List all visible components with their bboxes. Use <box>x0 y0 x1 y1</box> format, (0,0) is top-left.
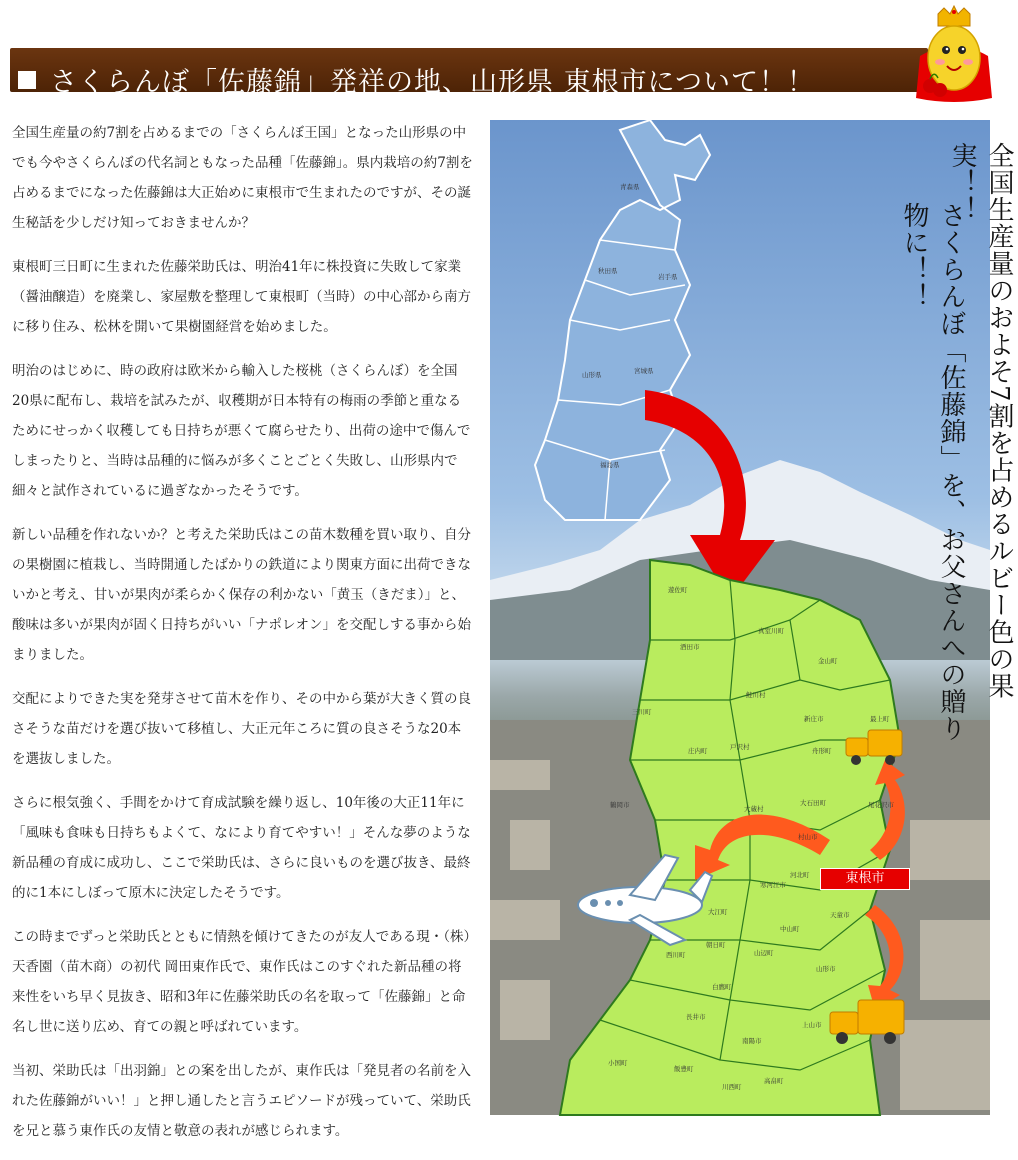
city-label: 朝日町 <box>706 941 726 949</box>
city-label: 長井市 <box>686 1013 706 1021</box>
city-label: 山辺町 <box>754 949 774 957</box>
pref-label: 岩手県 <box>658 273 678 281</box>
city-label: 戸沢村 <box>730 743 750 751</box>
paragraph: さらに根気強く、手間をかけて育成試験を繰り返し、10年後の大正11年に「風味も食味も日持ちもよくて、なにより育てやすい！」そんな夢のような新品種の育成に成功し、ここで栄助氏は、さらに良いものを選び抜き、最終的に1本にしぼって原木に決定したそうです。 <box>12 795 471 901</box>
map-caption-1: 全国生産量のおよそ7割を占めるルビー色の果実！！ <box>947 142 1014 700</box>
square-bullet-icon <box>18 71 36 89</box>
city-label: 天童市 <box>830 911 850 919</box>
higashine-city-label: 東根市 <box>820 868 910 890</box>
page-title: さくらんぼ「佐藤錦」発祥の地、山形県 東根市について！！ <box>50 67 816 98</box>
paragraph: 東根町三日町に生まれた佐藤栄助氏は、明治41年に株投資に失敗して家業（醤油醸造）を廃業し、家屋敷を整理して東根町（当時）の中心部から南方に移り住み、松林を開いて果樹園経営を始めました。 <box>12 259 471 335</box>
city-label: 鶴岡市 <box>610 801 630 809</box>
city-label: 三川町 <box>632 708 652 716</box>
city-label: 河北町 <box>790 871 810 879</box>
pref-label: 青森県 <box>620 183 640 191</box>
city-label: 舟形町 <box>812 747 832 755</box>
map-illustration <box>490 120 1014 1115</box>
city-label: 上山市 <box>802 1021 822 1029</box>
city-label: 村山市 <box>798 833 818 841</box>
paragraph: 明治のはじめに、時の政府は欧米から輸入した桜桃（さくらんぼ）を全国20県に配布し、栽培を試みたが、収穫期が日本特有の梅雨の季節と重なるためにせっかく収穫しても日持ちが悪くて腐らせたり、出荷の途中で傷んでしまったりと、当時は品種的に悩みが多くことごとく失敗し、山形県内で細々と試作されているに過ぎなかったそうです。 <box>12 363 471 499</box>
pref-label: 秋田県 <box>598 267 618 275</box>
city-label: 山形市 <box>816 965 836 973</box>
paragraph: 交配によりできた実を発芽させて苗木を作り、その中から葉が大きく質の良さそうな苗だけを選び抜いて移植し、大正元年ころに質の良さそうな20本を選抜しました。 <box>12 691 471 767</box>
city-label: 庄内町 <box>688 747 708 755</box>
city-label: 鮭川村 <box>746 691 766 699</box>
paragraph: 全国生産量の約7割を占めるまでの「さくらんぼ王国」となった山形県の中でも今やさくらんぼの代名詞ともなった品種「佐藤錦」。県内栽培の約7割を占めるまでになった佐藤錦は大正始めに東根市で生まれたのですが、その誕生秘話を少しだけ知っておきませんか？ <box>12 125 473 231</box>
city-label: 高畠町 <box>764 1077 784 1085</box>
city-label: 大江町 <box>708 908 728 916</box>
city-label: 最上町 <box>870 715 890 723</box>
paragraph: この時までずっと栄助氏とともに情熱を傾けてきたのが友人である現・（株）天香園（苗木商）の初代 岡田東作氏で、東作氏はこのすぐれた新品種の将来性をいち早く見抜き、昭和3年に佐藤栄助氏の名を取って「佐藤錦」と命名し世に送り広め、育ての親と呼ばれています。 <box>12 929 471 1035</box>
city-label: 大石田町 <box>800 799 826 807</box>
city-label: 西川町 <box>666 951 686 959</box>
city-label: 寒河江市 <box>760 881 786 889</box>
header-title <box>10 60 815 99</box>
city-label: 中山町 <box>780 925 800 933</box>
city-label: 南陽市 <box>742 1037 762 1045</box>
article-body <box>12 118 474 1160</box>
city-label: 酒田市 <box>680 643 700 651</box>
paragraph: 新しい品種を作れないか？と考えた栄助氏はこの苗木数種を買い取り、自分の果樹園に植栽し、当時開通したばかりの鉄道により関東方面に出荷できないかと考え、甘いが果肉が柔らかく保存の利かない「黄玉（きだま）」と、酸味は多いが果肉が固く日持ちがいい「ナポレオン」を交配しする事から始まりました。 <box>12 527 471 663</box>
city-label: 金山町 <box>818 657 838 665</box>
cherry-mascot-icon <box>912 6 996 106</box>
city-label: 小国町 <box>608 1059 628 1067</box>
paragraph: 当初、栄助氏は「出羽錦」との案を出したが、東作氏は「発見者の名前を入れた佐藤錦がいい！」と押し通したと言うエピソードが残っていて、栄助氏を兄と慕う東作氏の友情と敬意の表れが感じられます。 <box>12 1063 471 1139</box>
city-label: 遊佐町 <box>668 586 688 594</box>
city-label: 川西町 <box>722 1083 742 1091</box>
city-label: 飯豊町 <box>674 1065 694 1073</box>
city-label: 新庄市 <box>804 715 824 723</box>
city-label: 真室川町 <box>758 627 784 635</box>
city-label: 大蔵村 <box>744 805 764 813</box>
tohoku-map <box>535 120 710 520</box>
map-caption-2: さくらんぼ「佐藤錦」を、お父さんへの贈り物に！！ <box>899 202 966 742</box>
pref-label: 宮城県 <box>634 367 654 375</box>
city-label: 白鷹町 <box>712 983 732 991</box>
pref-label: 福島県 <box>600 461 620 469</box>
pref-label: 山形県 <box>582 371 602 379</box>
city-label: 尾花沢市 <box>868 801 894 809</box>
